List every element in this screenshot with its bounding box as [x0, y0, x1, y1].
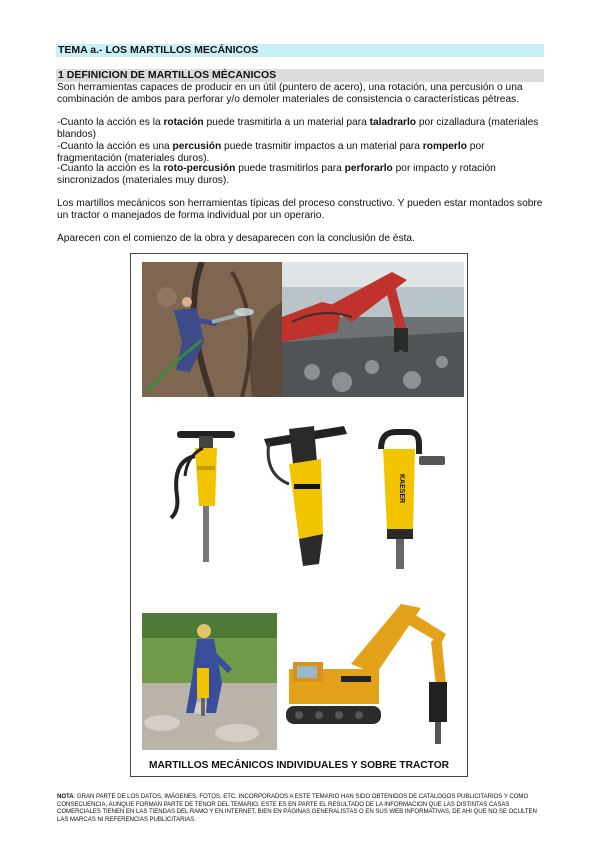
- section-heading: 1 DEFINICION DE MARTILLOS MÉCANICOS: [58, 69, 277, 81]
- bullet-text: puede trasmitir impactos a un material para: [221, 141, 423, 152]
- action-bullet-roto-percussion: [57, 163, 543, 188]
- hammers-figure: [130, 253, 468, 777]
- photo-yellow-excavator-breaker: [281, 594, 464, 752]
- bullet-text: -Cuanto la acción es la: [57, 117, 164, 128]
- footnote-label: NOTA: [57, 793, 74, 800]
- lifecycle-paragraph: Aparecen con el comienzo de la obra y desaparecen con la conclusión de ésta.: [57, 233, 415, 244]
- action-bullet-rotation: [57, 117, 543, 142]
- bullet-term: rotación: [163, 117, 204, 128]
- document-title-bar: [56, 44, 544, 57]
- document-title: TEMA a.- LOS MARTILLOS MECÁNICOS: [58, 44, 259, 56]
- bullet-verb: perforarlo: [344, 163, 393, 174]
- bullet-text: -Cuanto la acción es una: [57, 141, 173, 152]
- action-bullet-percussion: [57, 141, 543, 166]
- bullet-text: puede trasmitirlos para: [235, 163, 345, 174]
- bullet-term: roto-percusión: [163, 163, 236, 174]
- intro-paragraph: Son herramientas capaces de producir en un útil (puntero de acero), una rotación, una percusión o una combinación de ambos para perforar y/o demoler materiales de consistencia o características pétreas.: [57, 82, 523, 106]
- photo-kaeser-hammer: [371, 424, 451, 574]
- mounting-paragraph: Los martillos mecánicos son herramientas típicas del proceso constructivo. Y pueden estar montados sobre un tractor o manejados de forma individual por un operario.: [57, 198, 543, 222]
- bullet-text: por impacto y rotación sincronizados (materiales muy duros).: [57, 163, 496, 187]
- photo-heavy-breaker: [259, 414, 354, 574]
- bullet-text: puede trasmitirla a un material para: [203, 117, 370, 128]
- bullet-term: percusión: [172, 141, 222, 152]
- bullet-verb: romperlo: [422, 141, 467, 152]
- photo-worker-jackhammer-field: [142, 613, 277, 750]
- footnote: [57, 793, 545, 823]
- bullet-text: por fragmentación (materiales duros).: [57, 141, 485, 165]
- kaeser-brand-mark: KAESER: [398, 474, 405, 504]
- figure-caption: MARTILLOS MECÁNICOS INDIVIDUALES Y SOBRE TRACTOR: [149, 760, 449, 771]
- footnote-text: : GRAN PARTE DE LOS DATOS, IMÁGENES, FOTOS, ETC. INCORPORADOS A ESTE TEMARIO HAN SIDO OBTENIDOS DE CATALOGOS PUBLICITARIOS Y COMO CONSECUENCIA, AUNQUE FORMAN PARTE DE TENOR DEL TEMARIO, ESTE ES EN PARTE EL RESULTADO DE LA INFORMACION QUE LAS DISTINTAS CASAS COMERCIALES TIENEN EN LAS TIENDAS DEL RAMO Y EN INTERNET, BIEN EN PÁGINAS GENERALISTAS O EN SUS WEB INFORMATIVAS, DE AHI QUE NO SE OCULTEN LAS MARCAS NI REFERENCIAS PUBLICITARIAS.: [57, 793, 537, 823]
- photo-worker-drilling-rock: [142, 262, 282, 397]
- section-heading-bar: [56, 69, 544, 82]
- bullet-verb: taladrarlo: [369, 117, 417, 128]
- photo-pneumatic-jackhammer: [167, 426, 247, 566]
- bullet-text: por cizalladura (materiales blandos): [57, 117, 539, 141]
- bullet-text: -Cuanto la acción es la: [57, 163, 164, 174]
- photo-red-excavator-hammer: [282, 262, 464, 397]
